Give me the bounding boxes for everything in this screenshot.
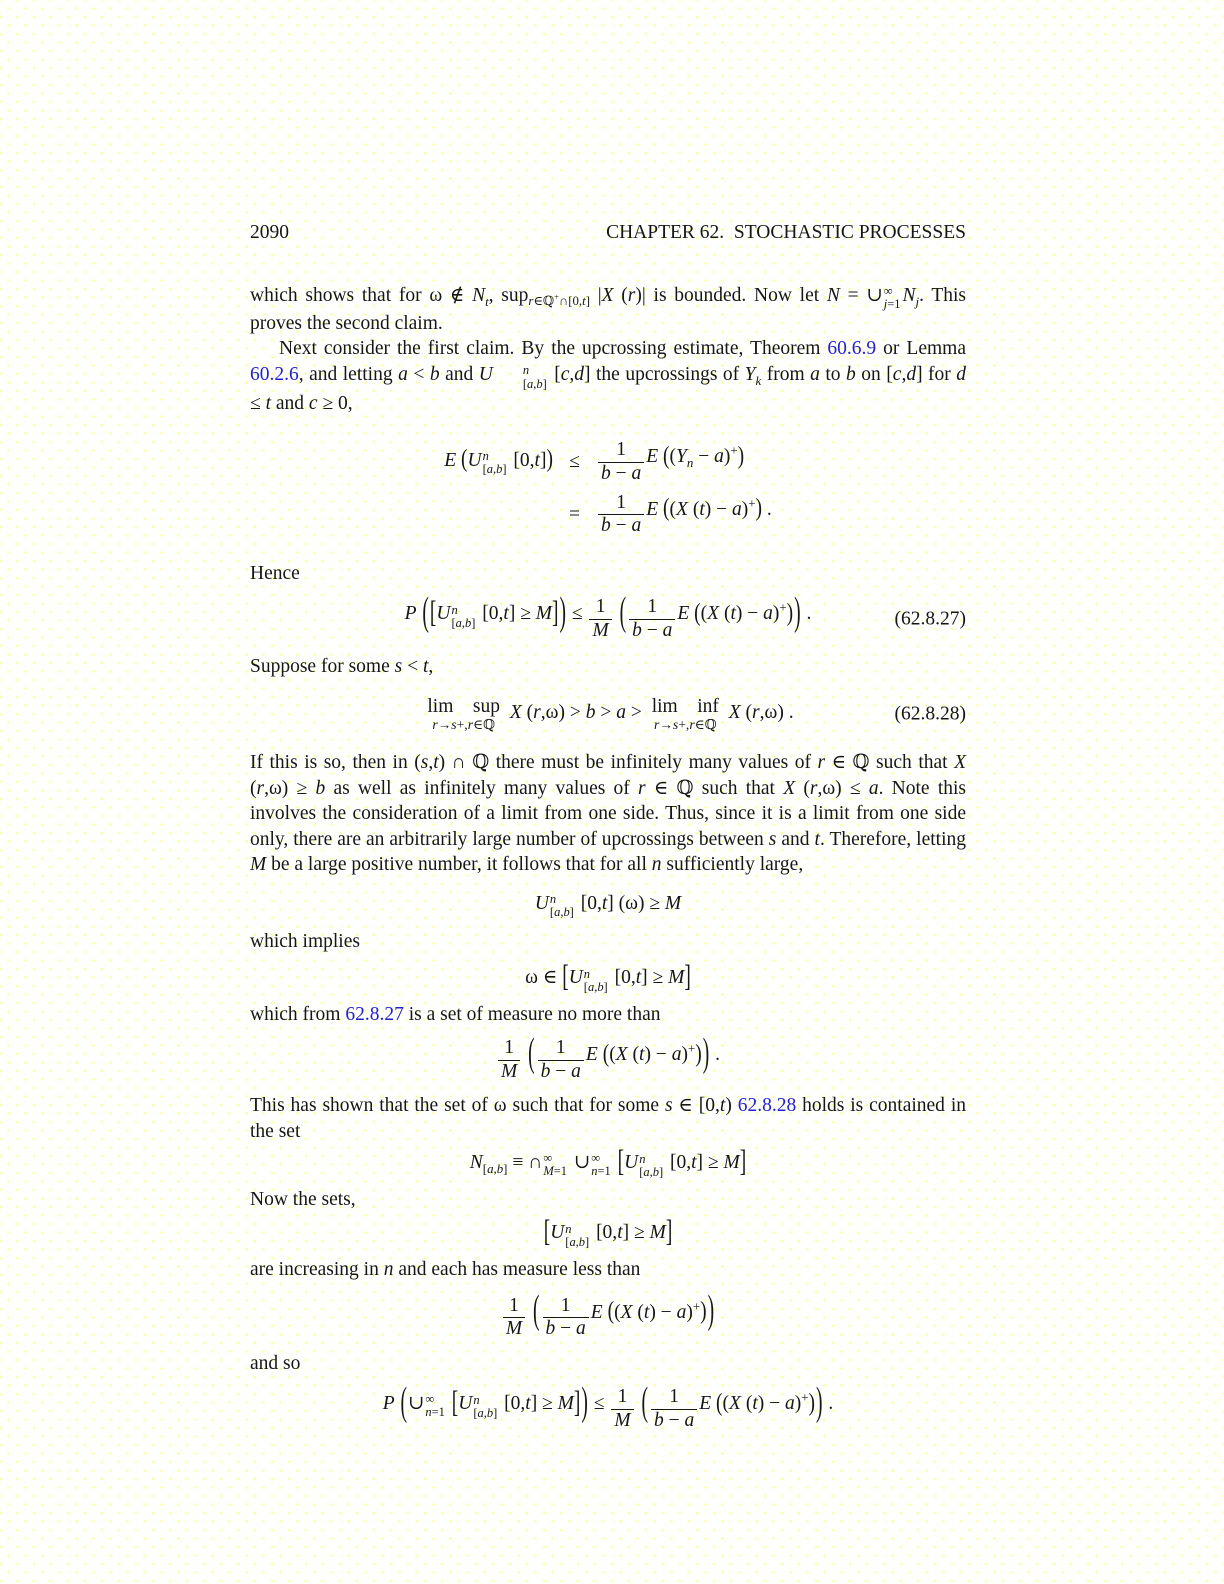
paragraph-hence: Hence xyxy=(250,562,300,584)
page-header xyxy=(250,220,966,246)
equation-upcrossings-large: U n [a,b] [0,t] (ω) ≥ M xyxy=(534,892,682,920)
paragraph-suppose: Suppose for some s < t, xyxy=(250,656,434,678)
paragraph-infinitely-many: If this is so, then in (s,t) ∩ ℚ there must be infinitely many values of r ∈ ℚ such that X (r,ω) ≥ b as well as infinitely many values of r ∈ ℚ such that X (r,ω) ≤ a. Note this involves the consideration of a limit from one side. Thus, since it is a limit from one side only, there are an arbitrarily large number of upcrossings between s and t. Therefore, letting M be a large positive number, it follows that for all n sufficiently large, xyxy=(250,752,966,876)
document-page xyxy=(250,0,966,1432)
paragraph-first-claim: Next consider the first claim. By the upcrossing estimate, Theorem 60.6.9 or Lemma 60.2.6, and letting a < b and U n [a,b] [c,d] the upcrossings of $Y_k$ from a to b on [c,d] for d ≤ t and c ≥ 0, xyxy=(250,338,967,414)
paragraph-now-the-sets: Now the sets, xyxy=(250,1188,356,1210)
equation-62-8-27 xyxy=(250,591,966,642)
paragraph-which-implies: which implies xyxy=(250,931,360,953)
paragraph-this-has-shown: This has shown that the set of ω such that for some s ∈ [0,t) 62.8.28 holds is contained in the set xyxy=(250,1095,966,1142)
equation-tag-62-8-27: (62.8.27) xyxy=(894,608,966,630)
page-number: 2090 xyxy=(250,222,289,243)
paragraph-which-from: which from 62.8.27 is a set of measure no more than xyxy=(250,1003,661,1025)
equation-measure-bound: $\frac{1}{M}$ ( $\frac{1}{b - a}$ E ((X (t) − a)+)) . xyxy=(250,1037,966,1083)
equation-nab-definition: $N_{[a,b]}$ ≡ ∩ ∞ M=1 ∪ ∞ n=1 [U n [a,b] [0,t] ≥ M] xyxy=(469,1145,747,1179)
paragraph-and-so: and so xyxy=(250,1352,301,1374)
ref-link-60-2-6[interactable]: 60.2.6 xyxy=(250,363,299,385)
chapter-title: CHAPTER 62. STOCHASTIC PROCESSES xyxy=(606,222,966,243)
ref-link-60-6-9[interactable]: 60.6.9 xyxy=(827,338,877,360)
paragraph-second-claim: which shows that for ω ∉ $N_t$, sup$_{r\in ℚ^+\cap[0,t]}$ |X (r)| is bounded. Now let N = ∪ ∞ j=1 $N_j$. This proves the second claim. xyxy=(250,283,967,334)
equation-omega-in-set: ω ∈ [U n [a,b] [0,t] ≥ M] xyxy=(525,960,691,994)
paragraph-are-increasing: are increasing in n and each has measure less than xyxy=(250,1259,641,1281)
ref-link-62-8-28[interactable]: 62.8.28 xyxy=(737,1095,797,1117)
equation-measure-bound-2: $\frac{1}{M}$ ( $\frac{1}{b - a}$ E ((X (t) − a)+)) xyxy=(250,1295,966,1341)
equation-tag-62-8-28: (62.8.28) xyxy=(894,703,966,725)
equation-set-m: [U n [a,b] [0,t] ≥ M] xyxy=(543,1215,673,1250)
equation-upcrossing-estimate: E (U n [a,b] [0,t]) ≤ $\frac{1}{b - a}$ E $((Y_n - a)^+)$ = $\frac{1}{b - a}$ E ((X (t) − a)+) . xyxy=(444,439,772,537)
ref-link-62-8-27[interactable]: 62.8.27 xyxy=(345,1003,404,1025)
equation-body: P ([U n [a,b] [0,t] ≥ M]) ≤ $\frac{1}{M}$ ( $\frac{1}{b - a}$ E ((X (t) − a)+)) . xyxy=(404,591,812,641)
equation-62-8-28 xyxy=(250,696,966,732)
equation-final-bound: P (∪ ∞ n=1 [U n [a,b] [0,t] ≥ M]) ≤ $\frac{1}{M}$ ( $\frac{1}{b - a}$ E ((X (t) − a)+)) . xyxy=(382,1381,834,1431)
equation-body: lim sup r→s+,r∈ℚ X (r,ω) > b > a > lim inf r→s+,r∈ℚ X (r,ω) . xyxy=(427,695,794,733)
